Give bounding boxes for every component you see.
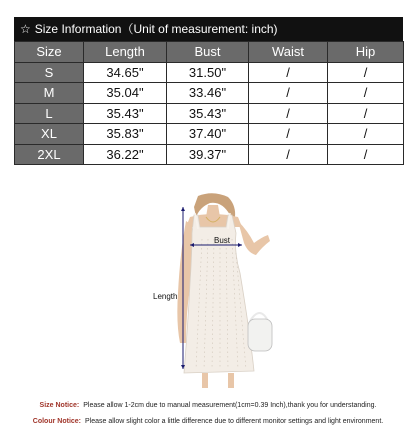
product-model-figure [150, 193, 280, 388]
waist-cell: / [249, 83, 328, 104]
size-info-title: Size Information（Unit of measurement: inch) [34, 22, 278, 36]
size-table [14, 41, 404, 165]
table-row [15, 62, 404, 83]
hip-cell: / [328, 62, 404, 83]
length-cell: 35.43" [84, 103, 167, 124]
waist-cell: / [249, 124, 328, 145]
table-row [15, 124, 404, 145]
table-row [15, 144, 404, 165]
waist-cell: / [249, 144, 328, 165]
bust-cell: 39.37" [167, 144, 249, 165]
header-size: Size [15, 42, 84, 63]
size-notice [0, 402, 416, 409]
size-info-title-bar [14, 17, 403, 41]
bust-cell: 33.46" [167, 83, 249, 104]
waist-cell: / [249, 103, 328, 124]
hip-cell: / [328, 103, 404, 124]
header-bust: Bust [167, 42, 249, 63]
model-right-arm [238, 221, 270, 255]
table-header-row [15, 42, 404, 63]
colour-notice [0, 418, 416, 425]
hip-cell: / [328, 144, 404, 165]
size-cell: S [15, 62, 84, 83]
size-cell: L [15, 103, 84, 124]
length-cell: 36.22" [84, 144, 167, 165]
header-waist: Waist [249, 42, 328, 63]
bust-cell: 35.43" [167, 103, 249, 124]
size-notice-text: Please allow 1-2cm due to manual measurement(1cm=0.39 Inch),thank you for understanding. [83, 402, 377, 409]
star-icon: ☆ [20, 22, 31, 36]
header-length: Length [84, 42, 167, 63]
header-hip: Hip [328, 42, 404, 63]
size-cell: 2XL [15, 144, 84, 165]
model-legs [202, 373, 234, 388]
hip-cell: / [328, 83, 404, 104]
table-row [15, 103, 404, 124]
hip-cell: / [328, 124, 404, 145]
length-label: Length [153, 292, 178, 301]
length-cell: 35.83" [84, 124, 167, 145]
bust-cell: 31.50" [167, 62, 249, 83]
length-cell: 34.65" [84, 62, 167, 83]
bust-label: Bust [213, 236, 231, 245]
size-cell: M [15, 83, 84, 104]
colour-notice-text: Please allow slight color a little difference due to different monitor settings and light environment. [85, 418, 384, 425]
table-row [15, 83, 404, 104]
size-cell: XL [15, 124, 84, 145]
bust-arrow-right [238, 243, 242, 247]
length-arrow-top [181, 207, 185, 211]
waist-cell: / [249, 62, 328, 83]
handbag [248, 319, 272, 351]
bust-cell: 37.40" [167, 124, 249, 145]
colour-notice-label: Colour Notice: [32, 418, 82, 425]
size-notice-label: Size Notice: [39, 402, 80, 409]
length-cell: 35.04" [84, 83, 167, 104]
